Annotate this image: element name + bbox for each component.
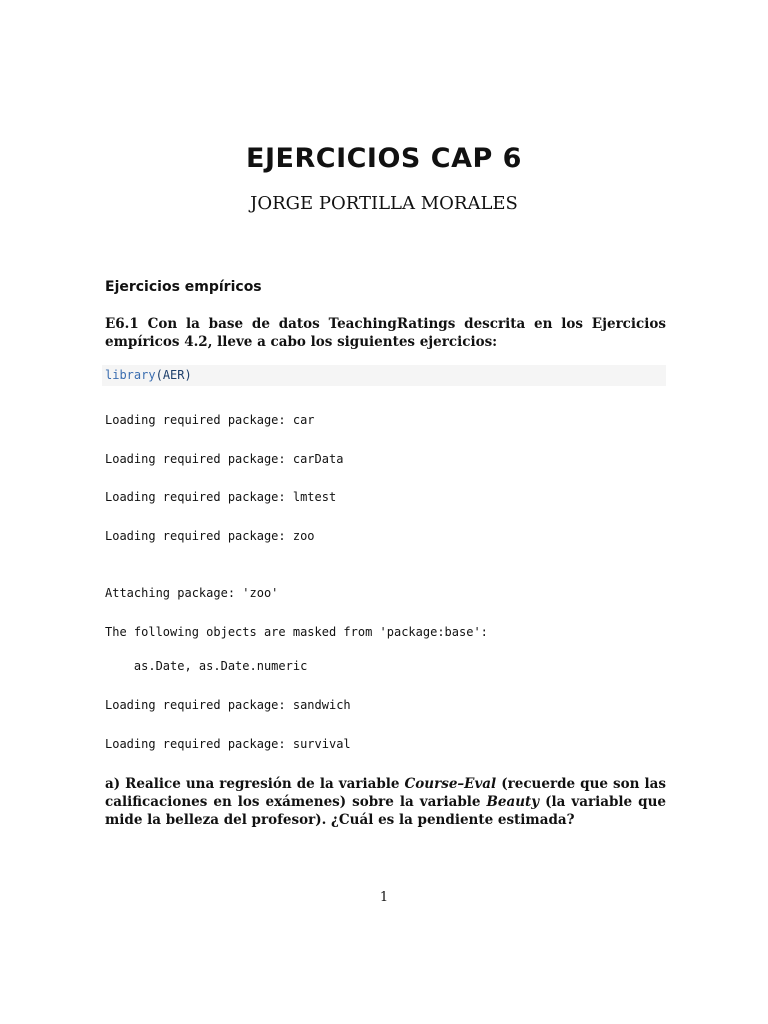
output-line: Attaching package: 'zoo' xyxy=(105,586,279,600)
document-title: EJERCICIOS CAP 6 xyxy=(246,143,522,174)
question-a-text-2: (recuerde que son las calificaciones en los exámenes) sobre la variable xyxy=(105,776,666,810)
output-line: Loading required package: lmtest xyxy=(105,490,337,504)
question-a-text-3: (la variable que mide la belleza del profesor). ¿Cuál es la pendiente estimada? xyxy=(105,794,666,828)
code-close-paren: ) xyxy=(184,368,192,382)
code-argument: AER xyxy=(162,368,185,382)
output-line: Loading required package: carData xyxy=(105,452,344,466)
question-a xyxy=(105,775,666,829)
author-name: JORGE PORTILLA MORALES xyxy=(250,193,518,214)
question-a-text-1: a) Realice una regresión de la variable xyxy=(105,776,405,792)
code-function: library xyxy=(105,368,156,382)
code-block xyxy=(102,365,666,386)
section-heading: Ejercicios empíricos xyxy=(105,279,262,295)
variable-course-eval: Course–Eval xyxy=(404,776,497,792)
output-line: Loading required package: sandwich xyxy=(105,698,351,712)
output-line: The following objects are masked from 'package:base': xyxy=(105,625,488,639)
output-line: as.Date, as.Date.numeric xyxy=(105,659,308,673)
exercise-intro: E6.1 Con la base de datos TeachingRatings descrita en los Ejercicios empíricos 4.2, lleve a cabo los siguientes ejercicios: xyxy=(105,316,666,350)
code-open-paren: ( xyxy=(155,368,163,382)
output-line: Loading required package: survival xyxy=(105,737,351,751)
output-line: Loading required package: car xyxy=(105,413,315,427)
output-line: Loading required package: zoo xyxy=(105,529,315,543)
page-number: 1 xyxy=(379,890,389,905)
variable-beauty: Beauty xyxy=(486,794,540,810)
